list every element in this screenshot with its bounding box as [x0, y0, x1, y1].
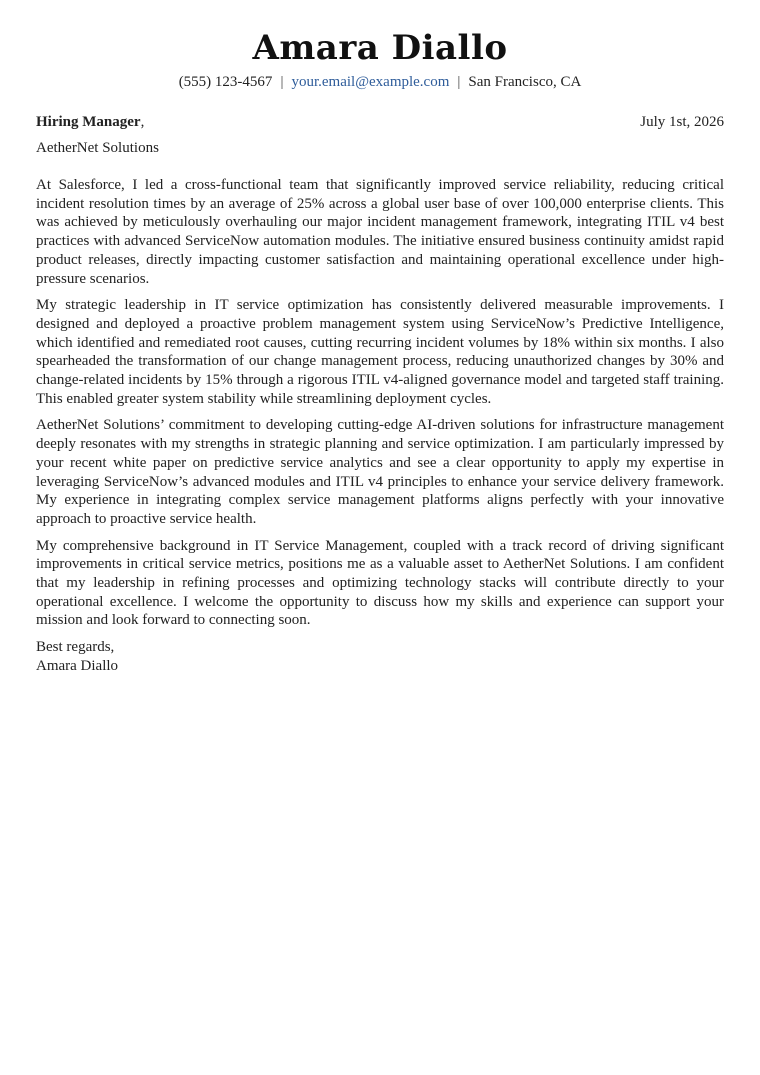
body-paragraph: My strategic leadership in IT service optimization has consistently delivered measurable improvements. I designed and deployed a proactive problem management system using ServiceNow’s Predictive Intelligence, which identified and remediated root causes, cutting recurring incident volumes by 18% within six months. I also spearheaded the transformation of our change management process, reducing unauthorized changes by 30% and change-related incidents by 15% through a rigorous ITIL v4-aligned governance model and targeted staff training. This enabled greater system stability while streamlining deployment cycles. [36, 297, 724, 407]
salutation [36, 112, 144, 132]
contact-line [36, 72, 724, 92]
phone-number: (555) 123-4567 [178, 74, 273, 90]
contact-separator: | [457, 74, 461, 90]
closing-phrase: Best regards, [36, 639, 115, 656]
contact-separator: | [280, 74, 284, 90]
letter-body [36, 176, 724, 630]
recipient-suffix: , [140, 114, 145, 130]
body-paragraph: My comprehensive background in IT Service Management, coupled with a track record of driving significant improvements in critical service metrics, positions me as a valuable asset to AetherNet Solutions. I am confident that my leadership in refining processes and optimizing technology stacks will contribute directly to your operational excellence. I welcome the opportunity to discuss how my skills and experience can support your mission and look forward to connecting soon. [36, 537, 724, 629]
body-paragraph: At Salesforce, I led a cross-functional team that significantly improved service reliability, reducing critical incident resolution times by an average of 25% across a global user base of over 100,000 enterprise clients. This was achieved by meticulously overhauling our major incident management framework, integrating ITIL v4 best practices with advanced ServiceNow automation modules. The initiative ensured business continuity amidst rapid product releases, directly impacting customer satisfaction and maintaining operational excellence under high-pressure scenarios. [36, 177, 724, 287]
recipient-name: Hiring Manager [36, 114, 141, 130]
closing-block [36, 638, 724, 676]
signature-name: Amara Diallo [36, 658, 119, 675]
email-link[interactable]: your.email@example.com [291, 74, 450, 90]
company-name: AetherNet Solutions [36, 140, 159, 156]
body-paragraph: AetherNet Solutions’ commitment to developing cutting-edge AI-driven solutions for infrastructure management deeply resonates with my strengths in strategic planning and service optimization. I am particularly impressed by your recent white paper on predictive service analytics and see a clear opportunity to apply my expertise in leveraging ServiceNow’s advanced modules and ITIL v4 principles to enhance your service delivery framework. My experience in integrating complex service management platforms aligns perfectly with your innovative approach to proactive service health. [36, 417, 724, 527]
applicant-name: Amara Diallo [252, 28, 508, 68]
letter-date: July 1st, 2026 [640, 114, 724, 130]
salutation-row [36, 112, 724, 132]
location: San Francisco, CA [468, 74, 582, 90]
